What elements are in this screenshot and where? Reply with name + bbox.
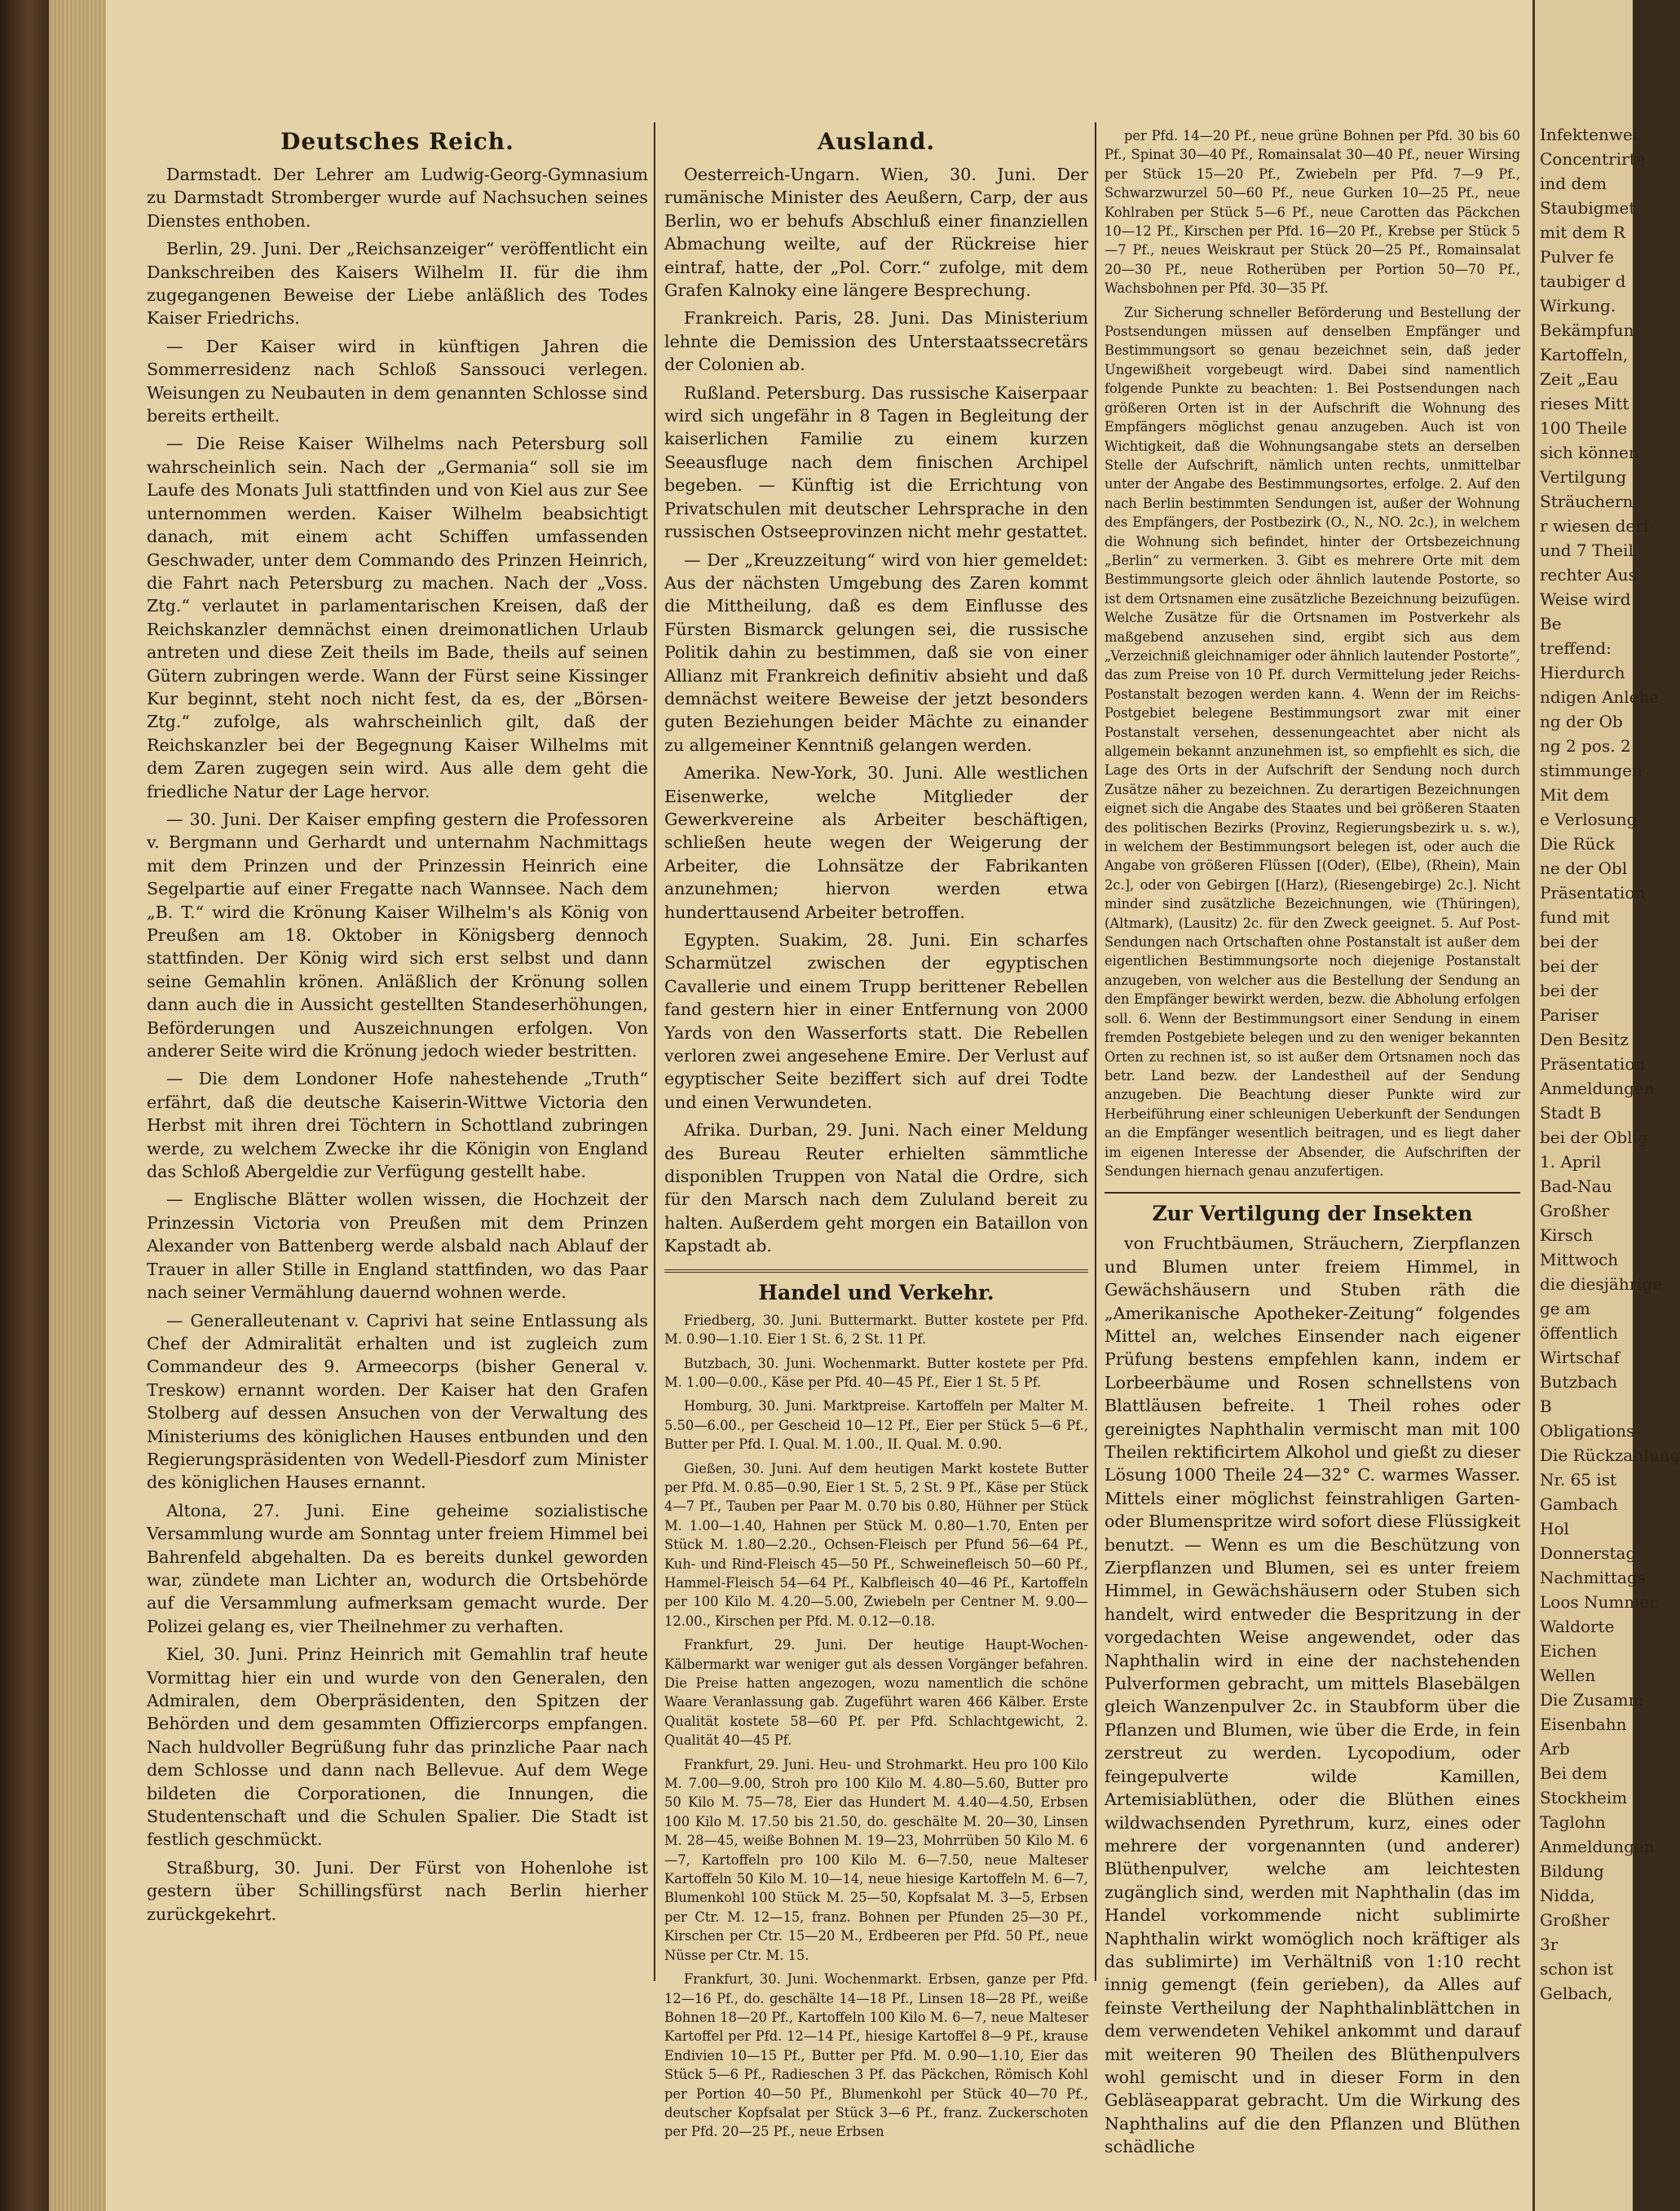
fragment-line: e Verlosung [1540,810,1638,829]
fragment-line: ng 2 pos. 2 [1540,736,1631,756]
fragment-line: Anmeldungen [1540,1837,1655,1856]
fragment-line: Die Rück [1540,834,1615,854]
fragment-line: ng der Ob [1540,712,1623,731]
paragraph: von Fruchtbäumen, Sträuchern, Zierpflanzen und Blumen unter freiem Himmel, in Gewächshäusern und Stuben räth die „Amerikanische Apotheker-Zeitung“ folgendes Mittel an, welches Einsender nach eigener Prüfung bestens empfehlen kann, indem er Lorbeerbäume und Rosen schnellstens von Blattläusen befreite. 1 Theil rohes oder gereinigtes Naphthalin vermischt man mit 100 Theilen rektificirtem Alkohol und gießt zu dieser Lösung 1000 Theile 24—32° C. warmes Wasser. Mittels einer möglichst feinstrahligen Garten- oder Blumenspritze wird sofort diese Flüssigkeit benutzt. — Wenn es um die Beschützung von Zierpflanzen und Blumen, sei es unter freiem Himmel, in Gewächshäusern oder Stuben sich handelt, wird entweder die Bespritzung in der vorgedachten Weise angewendet, oder das Naphthalin wird in eine der nachstehenden Pulverformen gebracht, um mittels Blasebälgen gleich Wanzenpulver 2c. in Staubform über die Pflanzen und Blumen, wie über die Erde, in fein zerstreut zu werden. Lycopodium, oder feingepulverte wilde Kamillen, Artemisiablüthen, oder die Blüthen eines wildwachsenden Pyrethrum, kurz, eines oder mehrere der vorgenannten (und anderer) Blüthenpulver, welche am leichtesten zugänglich sind, werden mit Naphthalin (das im Handel vorkommende nicht sublimirte Naphthalin wirkt womöglich noch kräftiger als das sublimirte) im Verhältniß von 1:10 recht innig gemengt (fein gerieben), da Alles auf feinste Vertheilung der Naphthalinblättchen in dem verwendeten Vehikel ankommt und darauf mit weiteren 90 Theilen des Blüthenpulvers wohl gemischt und in dieser Form in den Gebläseapparat gebracht. Um die Wirkung des Naphthalins auf die den Pflanzen und Blüthen schädliche [1105,1233,1520,2157]
fragment-line: Vertilgung [1540,467,1627,487]
fragment-line: Mit dem [1540,785,1609,805]
paragraph: — Die Reise Kaiser Wilhelms nach Petersburg soll wahrscheinlich sein. Nach der „Germania“ soll sie im Laufe des Monats Juli stattfinden und von Kiel aus zur See unternommen werden. Kaiser Wilhelm beabsichtigt danach, mit einem acht Schiffen umfassenden Geschwader, unter dem Commando des Prinzen Heinrich, die Fahrt nach Petersburg zu machen. Nach der „Voss. Ztg.“ verlautet in parlamentarischen Kreisen, daß der Reichskanzler demnächst einen dreimonatlichen Urlaub antreten und diese Zeit theils im Bade, theils auf seinen Gütern zubringen werde. Wann der Fürst seine Kissinger Kur beginnt, steht noch nicht fest, da es, der „Börsen-Ztg.“ zufolge, als wahrscheinlich gilt, daß der Reichskanzler bei der Begegnung Kaiser Wilhelms mit dem Zaren zugegen sein wird. Aus alle dem geht die friedliche Natur der Lage hervor. [147,434,648,801]
section-divider [1105,1192,1520,1194]
paragraph: Friedberg, 30. Juni. Buttermarkt. Butter kostete per Pfd. M. 0.90—1.10. Eier 1 St. 6, 2 St. 11 Pf. [664,1312,1088,1348]
article-body [664,163,1088,1258]
article-body [147,163,648,1926]
fragment-line: rechter Aus [1540,565,1637,585]
fragment-line: Pariser [1540,1005,1599,1025]
fragment-line: Bad-Nau [1540,1176,1612,1196]
paragraph: Altona, 27. Juni. Eine geheime sozialistische Versammlung wurde am Sonntag unter freiem Himmel bei Bahrenfeld abgehalten. Da es bereits dunkel geworden war, zündete man Lichter an, wodurch die Ortsbehörde auf die Versammlung aufmerksam gemacht wurde. Der Polizei gelang es, vier Theilnehmer zu verhaften. [147,1500,648,1636]
fragment-line: Stockheim [1540,1788,1628,1807]
fragment-line: Kirsch [1540,1225,1594,1245]
fragment-line: Waldorte [1540,1617,1615,1636]
section-heading: Ausland. [817,128,936,155]
fragment-line: Die Rückzahlung [1540,1445,1680,1465]
fragment-line: Den Besitz [1540,1030,1629,1049]
fragment-line: Bei dem [1540,1763,1607,1783]
fragment-line: Nachmittags [1540,1568,1646,1587]
fragment-line: Weise wird [1540,589,1631,609]
paragraph: — Der „Kreuzzeitung“ wird von hier gemeldet: Aus der nächsten Umgebung des Zaren kommt die Mittheilung, daß es dem Einflusse des Fürsten Bismarck gelungen sei, die russische Politik dahin zu bestimmen, daß sie von einer Allianz mit Frankreich definitiv absieht und daß demnächst weitere Beweise der jetzt besonders guten Beziehungen beider Mächte zu einander zu allgemeiner Kenntniß gelangen werden. [664,549,1088,755]
column-notices [1105,126,1520,2164]
fragment-line: Eisenbahn [1540,1715,1627,1734]
paragraph: — Der Kaiser wird in künftigen Jahren die Sommerresidenz nach Schloß Sanssouci verlegen. Weisungen zu Neubauten in dem genannten Schlosse sind bereits ertheilt. [147,336,648,426]
paragraph: Butzbach, 30. Juni. Wochenmarkt. Butter kostete per Pfd. M. 1.00—0.00., Käse per Pfd. 40—45 Pf., Eier 1 St. 5 Pf. [664,1355,1088,1390]
paragraph: Frankreich. Paris, 28. Juni. Das Ministerium lehnte die Demission des Unterstaatssecretärs der Colonien ab. [664,308,1088,375]
paragraph: Straßburg, 30. Juni. Der Fürst von Hohenlohe ist gestern über Schillingsfürst nach Berlin hierher zurückgekehrt. [147,1857,648,1924]
fragment-line: Großher [1540,1910,1610,1930]
fragment-line: Arb [1540,1739,1570,1759]
paragraph: Egypten. Suakim, 28. Juni. Ein scharfes Scharmützel zwischen der egyptischen Cavallerie und einem Trupp berittener Rebellen fand gestern hier in einer Entfernung von 2000 Yards von den Wasserforts statt. Die Rebellen verloren zwei angesehene Emire. Der Verlust auf egyptischer Seite beziffert sich auf drei Todte und einen Verwundeten. [664,930,1088,1112]
section-heading: Deutsches Reich. [280,128,514,155]
fragment-line: Wirkung. [1540,296,1616,316]
fragment-lines [1535,0,1680,2006]
fragment-line: ind dem [1540,174,1607,193]
section-heading: Handel und Verkehr. [758,1280,994,1304]
column-rule [1095,122,1096,1981]
paragraph: Amerika. New-York, 30. Juni. Alle westlichen Eisenwerke, welche Mitglieder der Gewerkvereine als Arbeiter beschäftigen, schließen heute wegen der Weigerung der Arbeiter, die Lohnsätze der Fabrikanten anzunehmen; hiervon werden etwa hunderttausend Arbeiter betroffen. [664,763,1088,922]
fragment-line: bei der [1540,981,1598,1000]
fragment-line: bei der [1540,932,1598,951]
paragraph: — 30. Juni. Der Kaiser empfing gestern die Professoren v. Bergmann und Gerhardt und unternahm Nachmittags mit dem Prinzen und der Prinzessin Heinrich eine Segelpartie auf einer Fregatte nach Wannsee. Nach dem „B. T.“ wird die Krönung Kaiser Wilhelm's als König von Preußen am 18. Oktober in Königsberg dennoch stattfinden. Der König wird sich erst selbst und dann seine Gemahlin krönen. Anläßlich der Krönung sollen dann auch die in Aussicht gestellten Standeserhöhungen, Beförderungen und Auszeichnungen erfolgen. Von anderer Seite wird die Krönung jedoch wieder bestritten. [147,809,648,1061]
fragment-line: Großher [1540,1201,1610,1220]
fragment-line: Infektenwei [1540,125,1638,144]
paragraph: — Generalleutenant v. Caprivi hat seine Entlassung als Chef der Admiralität erhalten und ist zugleich zum Commandeur des 9. Armeecorps (bisher General v. Treskow) ernannt worden. Der Kaiser hat den Grafen Stolberg auf dessen Ansuchen von der Verwaltung des Ministeriums des königlichen Hauses entbunden und den Regierungspräsidenten von Wedell-Piesdorf zum Minister des königlichen Hauses ernannt. [147,1310,648,1493]
fragment-line: Be [1540,614,1562,633]
fragment-line: treffend: [1540,638,1612,658]
fragment-line: Nidda, [1540,1886,1595,1905]
paragraph: — Die dem Londoner Hofe nahestehende „Truth“ erfährt, daß die deutsche Kaiserin-Wittwe Victoria den Herbst mit ihren drei Töchtern in Schottland zubringen werde, zu welchem Zwecke ihr die Königin von England das Schloß Abergeldie zur Verfügung gestellt habe. [147,1069,648,1182]
fragment-line: und 7 Theil [1540,541,1634,560]
fragment-line: öffentlich [1540,1323,1618,1343]
paragraph: Frankfurt, 30. Juni. Wochenmarkt. Erbsen, ganze per Pfd. 12—16 Pf., do. geschälte 14—18 Pf., Linsen 18—28 Pf., weiße Bohnen 18—20 Pf., Kartoffeln 100 Kilo M. 6—7, neue Malteser Kartoffel per Pfd. 12—14 Pf., hiesige Kartoffel 8—9 Pf., krause Endivien 10—15 Pf., Butter per Pfd. M. 0.90—1.10, Eier das Stück 5—6 Pf., Radieschen 3 Pf. das Päckchen, Römisch Kohl per Portion 40—50 Pf., Blumenkohl per Stück 40—70 Pf., deutscher Kopfsalat per Stück 3—6 Pf., franz. Zuckerschoten per Pfd. 20—25 Pf., neue Erbsen [664,1971,1088,2140]
fragment-line: Hierdurch [1540,663,1625,682]
paragraph: Afrika. Durban, 29. Juni. Nach einer Meldung des Bureau Reuter erhielten sämmtliche disponiblen Truppen von Natal die Ordre, sich für den Marsch nach dem Zululand bereit zu halten. Außerdem geht morgen ein Bataillon von Kapstadt ab. [664,1120,1088,1256]
article-body [1105,126,1520,1181]
fragment-line: sich können [1540,443,1639,462]
fragment-line: r wiesen derf [1540,516,1650,536]
paragraph: Kiel, 30. Juni. Prinz Heinrich mit Gemahlin traf heute Vormittag hier ein und wurde von den Generalen, den Admiralen, dem Oberpräsidenten, den Spitzen der Behörden und dem gesammten Offiziercorps empfangen. Nach huldvoller Begrüßung fuhr das prinzliche Paar nach dem Schlosse und dann nach Bellevue. Auf dem Wege bildeten die Corporationen, die Innungen, die Studentenschaft und die Schulen Spalier. Die Stadt ist festlich geschmückt. [147,1644,648,1850]
section-heading: Zur Vertilgung der Insekten [1152,1202,1473,1226]
fragment-line: Nr. 65 ist [1540,1470,1617,1489]
fragment-line: Butzbach [1540,1372,1617,1392]
market-report [664,1311,1088,2142]
fragment-line: Obligations- [1540,1421,1641,1441]
fragment-line: Kartoffeln, [1540,345,1629,364]
paragraph: per Pfd. 14—20 Pf., neue grüne Bohnen per Pfd. 30 bis 60 Pf., Spinat 30—40 Pf., Romainsalat 30—40 Pf., neuer Wirsing per Stück 15—20 Pf., Zwiebeln per Pfd. 7—9 Pf., Schwarzwurzel 50—60 Pf., neue Gurken 10—25 Pf., neue Kohlraben per Stück 5—6 Pf., neue Carotten das Päckchen 10—12 Pf., Kirschen per Pfd. 16—20 Pf., Krebse per Stück 5—7 Pf., neues Weiskraut per Stück 20—25 Pf., Romainsalat 20—30 Pf., neue Rotherüben per Portion 50—70 Pf., Wachsbohnen per Pfd. 30—35 Pf. [1105,128,1520,297]
article-body [1105,1232,1520,2158]
fragment-line: Mittwoch [1540,1250,1619,1269]
paragraph: Darmstadt. Der Lehrer am Ludwig-Georg-Gymnasium zu Darmstadt Stromberger wurde auf Nachsuchen seines Dienstes enthoben. [147,165,648,231]
fragment-line: Wellen [1540,1666,1596,1685]
fragment-line: bei der [1540,956,1598,976]
fragment-line: rieses Mitt [1540,394,1629,413]
fragment-line: 3r [1540,1935,1559,1954]
fragment-line: Hol [1540,1519,1569,1538]
paragraph: Gießen, 30. Juni. Auf dem heutigen Markt kostete Butter per Pfd. M. 0.85—0.90, Eier 1 St. 5, 2 St. 9 Pf., Käse per Stück 4—7 Pf., Tauben per Paar M. 0.70 bis 0.80, Hühner per Stück M. 1.00—1.40, Hahnen per Stück M. 0.80—1.70, Enten per Stück M. 1.80—2.20., Ochsen-Fleisch per Pfund 56—64 Pf., Kuh- und Rind-Fleisch 45—50 Pf., Schweinefleisch 50—60 Pf., Hammel-Fleisch 54—64 Pf., Kalbfleisch 40—46 Pf., Kartoffeln per 100 Kilo M. 4.20—5.00, Zwiebeln per Centner M. 9.00—12.00., Kirschen per Pfd. M. 0.12—0.18. [664,1460,1088,1629]
fragment-line: Präsentation [1540,883,1646,902]
section-divider [664,1269,1088,1273]
fragment-line: B [1540,1397,1552,1416]
fragment-line: Gambach [1540,1494,1618,1514]
fragment-line: ne der Obl [1540,858,1628,878]
column-deutsches-reich [147,126,648,1931]
page-edges [49,0,106,2211]
fragment-line: Pulver fe [1540,247,1615,267]
fragment-line: Stadt B [1540,1103,1602,1123]
fragment-line: ge am [1540,1299,1590,1318]
fragment-line: 1. April [1540,1152,1602,1172]
column-ausland [664,126,1088,2147]
paragraph: — Englische Blätter wollen wissen, die Hochzeit der Prinzessin Victoria von Preußen mit dem Prinzen Alexander von Battenberg werde alsbald nach Ablauf der Trauer in aller Stille in England stattfinden, wo das Paar nach seiner Vermählung dauernd wohnen werde. [147,1189,648,1303]
fragment-line: die diesjährige [1540,1274,1663,1294]
fragment-line: Wirtschaf [1540,1348,1620,1367]
paragraph: Berlin, 29. Juni. Der „Reichsanzeiger“ veröffentlicht ein Dankschreiben des Kaisers Wilhelm II. für die ihm zugegangenen Beweise der Liebe anläßlich des Todes Kaiser Friedrichs. [147,239,648,329]
fragment-line: Zeit „Eau [1540,369,1619,389]
fragment-line: Gelbach, [1540,1984,1613,2003]
fragment-line: Präsentation [1540,1054,1646,1074]
fragment-line: Bekämpfun [1540,320,1634,340]
fragment-line: Anmeldungen [1540,1079,1655,1098]
column-rule [654,122,655,1981]
fragment-line: fund mit [1540,907,1610,927]
fragment-line: schon ist [1540,1959,1614,1979]
fragment-line: Taglohn [1540,1812,1606,1832]
fragment-line: bei der Oblig [1540,1128,1648,1147]
fragment-line: 100 Theile [1540,418,1628,438]
paragraph: Frankfurt, 29. Juni. Der heutige Haupt-Wochen-Kälbermarkt war weniger gut als dessen Vorgänger befahren. Die Preise hatten angezogen, wozu namentlich die schöne Waare Veranlassung gab. Zugeführt waren 466 Kälber. Erste Qualität kostete 58—60 Pf. per Pfd. Schlachtgewicht, 2. Qualität 40—45 Pf. [664,1637,1088,1749]
paragraph: Rußland. Petersburg. Das russische Kaiserpaar wird sich ungefähr in 8 Tagen in Begleitung der kaiserlichen Familie zu einem kurzen Seeausfluge nach dem finischen Archipel begeben. — Künftig ist die Errichtung von Privatschulen mit deutscher Lehrsprache in den russischen Ostseeprovinzen nicht mehr gestattet. [664,382,1088,542]
paragraph: Homburg, 30. Juni. Marktpreise. Kartoffeln per Malter M. 5.50—6.00., per Gescheid 10—12 Pf., Eier per Stück 5—6 Pf., Butter per Pfd. I. Qual. M. 1.00., II. Qual. M. 0.90. [664,1398,1088,1453]
fragment-line: ndigen Anlehe [1540,687,1660,707]
fragment-line: Eichen [1540,1641,1597,1661]
fragment-line: Loos Nummer [1540,1592,1657,1612]
fragment-line: Die Zusamm [1540,1690,1644,1710]
fragment-line: stimmungen [1540,761,1643,780]
fragment-line: Bildung [1540,1861,1604,1881]
paragraph: Frankfurt, 29. Juni. Heu- und Strohmarkt. Heu pro 100 Kilo M. 7.00—9.00, Stroh pro 100 Kilo M. 4.80—5.60, Butter pro 50 Kilo M. 75—78, Eier das Hundert M. 4.40—4.50, Erbsen 100 Kilo M. 17.50 bis 21.50, do. geschälte M. 20—30, Linsen M. 28—45, weiße Bohnen M. 19—23, Mohrrüben 50 Kilo M. 6—7, Kartoffeln pro 100 Kilo M. 6—7.50, neue Malteser Kartoffeln 50 Kilo M. 10—14, neue hiesige Kartoffeln M. 6—7, Blumenkohl 100 Stück M. 25—50, Kopfsalat M. 3—5, Erbsen per Ctr. M. 12—15, franz. Bohnen per Pfunden 25—30 Pf., Kirschen per Ctr. 15—20 M., Erdbeeren per Pfd. 50 Pf., neue Nüsse per Ctr. M. 15. [664,1756,1088,1963]
fragment-line: Donnerstag [1540,1543,1637,1563]
fragment-line: taubiger d [1540,271,1626,291]
fragment-line: mit dem R [1540,223,1625,242]
fragment-line: Concentrirte [1540,149,1646,169]
fragment-line: Staubigmet [1540,198,1636,218]
fragment-line: Sträuchern [1540,492,1634,511]
paragraph: Zur Sicherung schneller Beförderung und Bestellung der Postsendungen müssen auf denselben Empfänger und Bestimmungsort so genau bezeichnet sein, daß jeder Ungewißheit vorgebeugt wird. Dabei sind namentlich folgende Punkte zu beachten: 1. Bei Postsendungen nach größeren Orten ist in der Aufschrift die Wohnung des Empfängers möglichst genau anzugeben. Auch ist von Wichtigkeit, daß die Wohnungsangabe stets an derselben Stelle der Aufschrift, nämlich unten rechts, unmittelbar unter der Angabe des Bestimmungsortes, erfolge. 2. Auf den nach Berlin bestimmten Sendungen ist, außer der Wohnung des Empfängers, der Postbezirk (O., N., NO. 2c.), in welchem die Wohnung sich befindet, hinter der Ortsbezeichnung „Berlin“ zu vermerken. 3. Gibt es mehrere Orte mit dem Bestimmungsorte gleich oder ähnlich lautende Postorte, so ist dem Ortsnamen eine zusätzliche Bezeichnung beizufügen. Welche Zusätze für die Ortsnamen im Postverkehr als maßgebend anzusehen sind, ergibt sich aus dem „Verzeichniß gleichnamiger oder ähnlich lautender Postorte“, das zum Preise von 10 Pf. durch Vermittelung jeder Reichs-Postanstalt bezogen werden kann. 4. Wenn der im Reichs-Postgebiet belegene Bestimmungsort zwar mit einer Postanstalt versehen, dessenungeachtet aber nicht als allgemein bekannt anzunehmen ist, so empfiehlt es sich, die Lage des Orts in der Aufschrift der Sendung noch durch Zusätze näher zu bezeichnen. Zu derartigen Bezeichnungen eignet sich die Angabe des Staates und bei größeren Staaten des politischen Bezirks (Provinz, Regierungsbezirk u. s. w.), in welchem der Bestimmungsort belegen ist, oder auch die Angabe von größeren Flüssen [(Oder), (Elbe), (Rhein), Main 2c.], oder von Gebirgen [(Harz), (Riesengebirge) 2c.]. Nicht minder sind zusätzliche Bezeichnungen, wie (Thüringen), (Altmark), (Lausitz) 2c. für den Zweck geeignet. 5. Auf Post-Sendungen nach Ortschaften ohne Postanstalt ist außer dem eigentlichen Bestimmungsorte noch diejenige Postanstalt anzugeben, von welcher aus die Bestellung der Sendung an den Empfänger bewirkt werden, bezw. die Abholung erfolgen soll. 6. Wenn der Bestimmungsort einer Sendung in einem fremden Postgebiete belegen und zu den weniger bekannten Orten zu rechnen ist, so ist außer dem Ortsnamen noch das betr. Land bezw. der Landestheil auf der Sendung anzugeben. Die Beachtung dieser Punkte wird zur Herbeiführung einer schleunigen Ueberkunft der Sendungen an die Empfänger wesentlich beitragen, und es liegt daher im eigenen Interesse der Absender, die Aufschriften der Sendungen hiernach genau anzufertigen. [1105,304,1520,1179]
adjacent-page-fragment [1532,0,1680,2211]
paragraph: Oesterreich-Ungarn. Wien, 30. Juni. Der rumänische Minister des Aeußern, Carp, der aus Berlin, wo er behufs Abschluß einer finanziellen Abmachung weilte, auf der Rückreise hier eintraf, hatte, der „Pol. Corr.“ zufolge, mit dem Grafen Kalnoky eine längere Besprechung. [664,165,1088,301]
book-spine [0,0,49,2211]
